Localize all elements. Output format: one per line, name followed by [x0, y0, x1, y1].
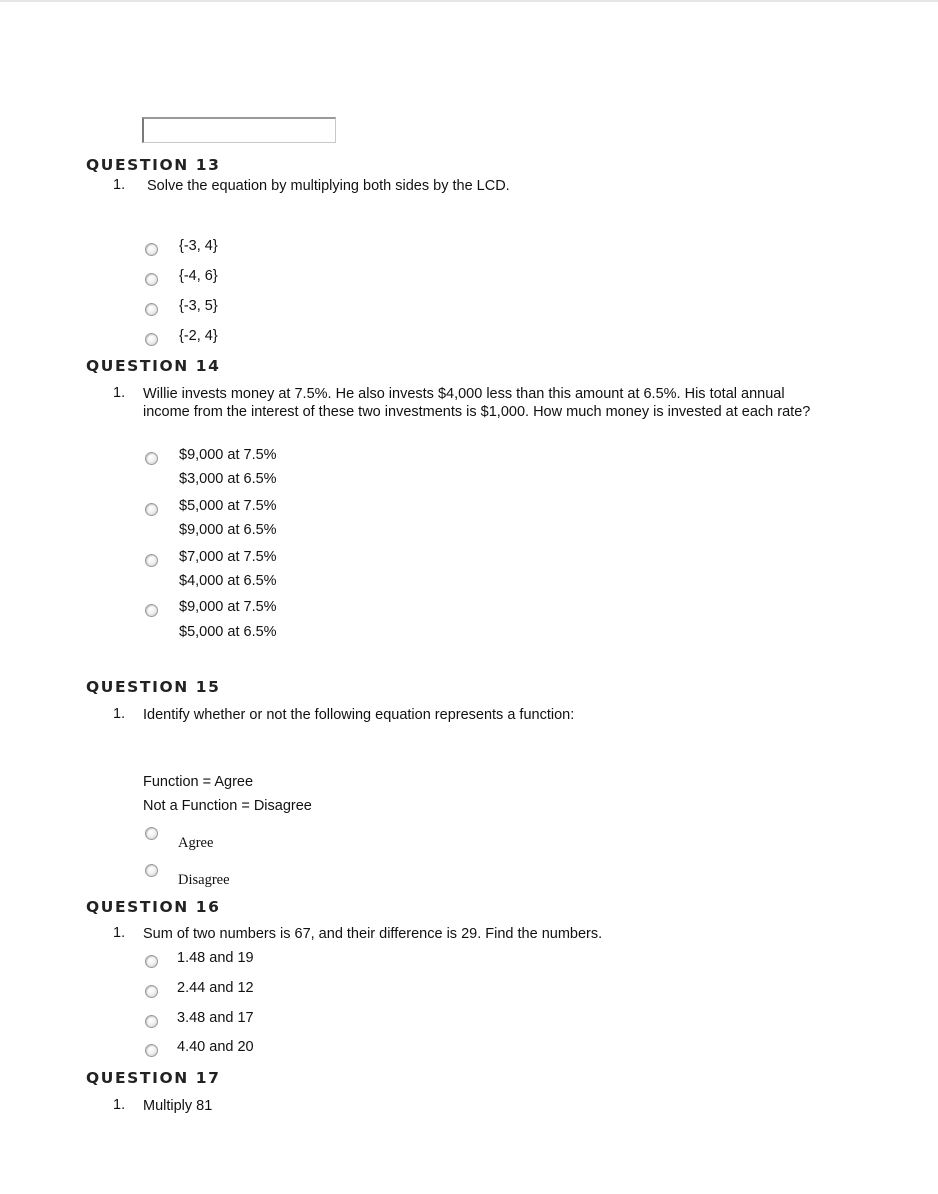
q13-option-2-label: {-4, 6}	[179, 268, 218, 284]
q14-option-2-radio[interactable]	[145, 503, 158, 516]
q15-option-disagree-radio[interactable]	[145, 864, 158, 877]
q16-option-1-text: 48 and 19	[189, 950, 254, 966]
q13-option-1-label: {-3, 4}	[179, 238, 218, 254]
q16-option-4-label	[177, 1035, 254, 1059]
q14-option-3-line1: $7,000 at 7.5%	[179, 549, 277, 565]
q16-option-3-text: 48 and 17	[189, 1010, 254, 1026]
top-divider	[0, 0, 938, 2]
q16-option-1-number: 1.	[177, 950, 190, 966]
q14-option-4-radio[interactable]	[145, 604, 158, 617]
q16-option-4-text: 40 and 20	[189, 1039, 254, 1055]
q16-option-1-radio[interactable]	[145, 955, 158, 968]
q14-option-1-radio[interactable]	[145, 452, 158, 465]
question-16-text: Sum of two numbers is 67, and their difference is 29. Find the numbers.	[143, 926, 603, 942]
q14-option-4-line1: $9,000 at 7.5%	[179, 599, 277, 615]
q13-option-4-label: {-2, 4}	[179, 328, 218, 344]
question-15-title: QUESTION 15	[86, 678, 221, 696]
q16-option-3-number: 3.	[177, 1010, 190, 1026]
question-16-title: QUESTION 16	[86, 898, 221, 916]
q15-option-agree-label: Agree	[178, 835, 214, 851]
q14-option-2-line1: $5,000 at 7.5%	[179, 498, 277, 514]
question-13-title: QUESTION 13	[86, 156, 221, 174]
question-17-number: 1.	[113, 1097, 126, 1113]
question-17-title: QUESTION 17	[86, 1069, 221, 1087]
q13-option-2-radio[interactable]	[145, 273, 158, 286]
question-17-text: Multiply 81	[143, 1098, 213, 1114]
question-13-number: 1.	[113, 177, 126, 193]
q13-option-1-radio[interactable]	[145, 243, 158, 256]
q13-option-3-radio[interactable]	[145, 303, 158, 316]
q16-option-1-label	[177, 946, 254, 970]
question-15-number: 1.	[113, 706, 126, 722]
q16-option-2-text: 44 and 12	[189, 980, 254, 996]
q16-option-2-label	[177, 976, 254, 1000]
q16-option-2-number: 2.	[177, 980, 190, 996]
q15-legend-function: Function = Agree	[143, 774, 254, 790]
question-16-number: 1.	[113, 925, 126, 941]
q16-option-4-number: 4.	[177, 1039, 190, 1055]
q14-option-1-line1: $9,000 at 7.5%	[179, 447, 277, 463]
q14-option-4-line2: $5,000 at 6.5%	[179, 624, 277, 640]
question-14-number: 1.	[113, 385, 126, 401]
q16-option-3-radio[interactable]	[145, 1015, 158, 1028]
q15-legend-not-function: Not a Function = Disagree	[143, 798, 312, 814]
q15-option-agree-radio[interactable]	[145, 827, 158, 840]
answer-input[interactable]	[142, 117, 336, 143]
q14-option-1-line2: $3,000 at 6.5%	[179, 471, 277, 487]
q13-option-3-label: {-3, 5}	[179, 298, 218, 314]
question-14-text: Willie invests money at 7.5%. He also invests $4,000 less than this amount at 6.5%. His total annual income from the interest of these two investments is $1,000. How much money is invested at each rate?	[143, 386, 811, 420]
q16-option-4-radio[interactable]	[145, 1044, 158, 1057]
q16-option-2-radio[interactable]	[145, 985, 158, 998]
q15-option-disagree-label: Disagree	[178, 872, 230, 888]
question-15-text: Identify whether or not the following equation represents a function:	[143, 707, 575, 723]
q14-option-3-line2: $4,000 at 6.5%	[179, 573, 277, 589]
q13-option-4-radio[interactable]	[145, 333, 158, 346]
q14-option-3-radio[interactable]	[145, 554, 158, 567]
question-14-title: QUESTION 14	[86, 357, 221, 375]
q16-option-3-label	[177, 1006, 254, 1030]
q14-option-2-line2: $9,000 at 6.5%	[179, 522, 277, 538]
question-13-text: Solve the equation by multiplying both sides by the LCD.	[147, 178, 510, 194]
